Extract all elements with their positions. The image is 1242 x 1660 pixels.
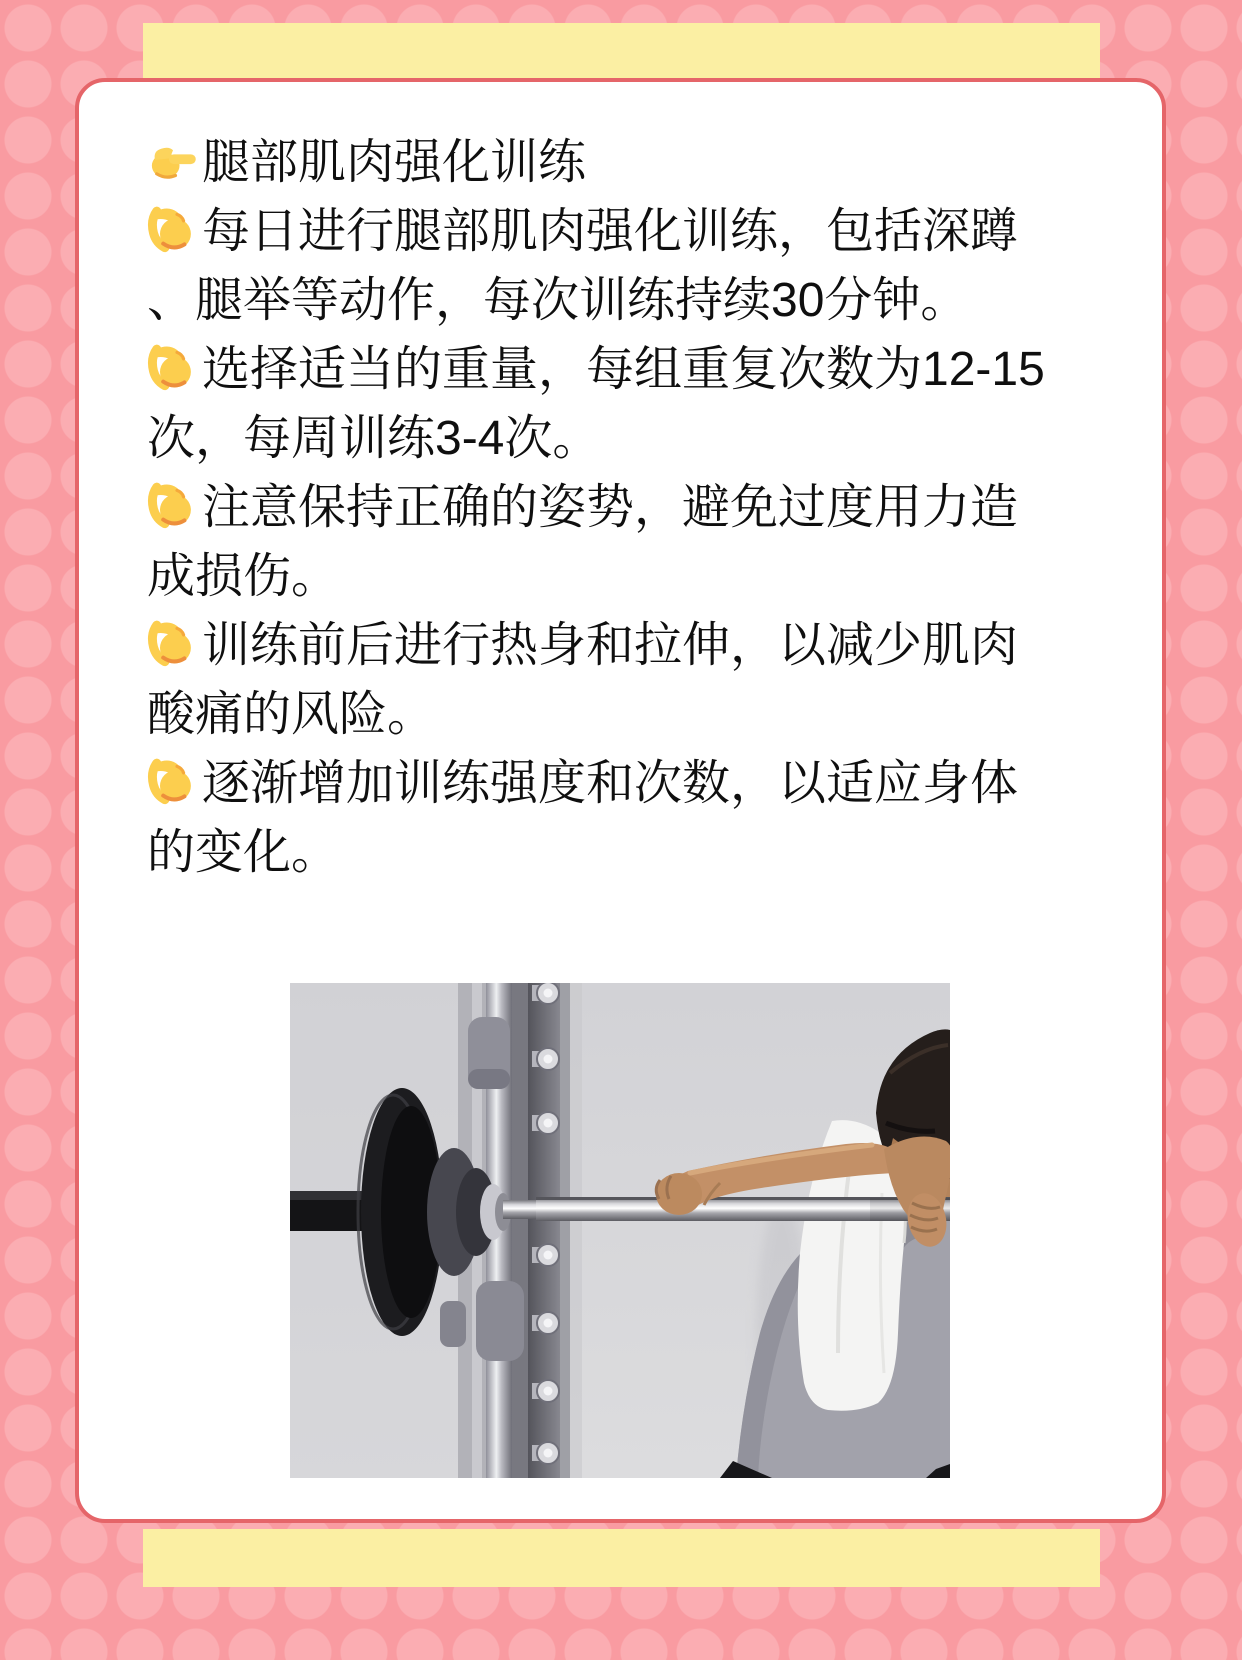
tip-item — [147, 473, 1047, 611]
barbell-bar — [536, 1197, 950, 1221]
tip-text: 逐渐增加训练强度和次数，以适应身体的变化。 — [147, 757, 1019, 879]
tip-item — [147, 611, 1047, 749]
flexed-biceps-icon — [147, 755, 199, 807]
tip-text: 注意保持正确的姿势，避免过度用力造成损伤。 — [147, 481, 1019, 603]
tips-text-block — [147, 128, 1047, 887]
flexed-biceps-icon — [147, 617, 199, 669]
top-accent-bar — [143, 23, 1100, 81]
backhand-index-pointing-right-icon — [147, 134, 199, 186]
tip-text: 每日进行腿部肌肉强化训练，包括深蹲、腿举等动作，每次训练持续30分钟。 — [147, 205, 1019, 327]
content-card — [75, 78, 1166, 1523]
bottom-accent-bar — [143, 1529, 1100, 1587]
tip-item — [147, 749, 1047, 887]
section-heading — [147, 128, 1047, 197]
tip-text: 训练前后进行热身和拉伸，以减少肌肉酸痛的风险。 — [147, 619, 1019, 741]
tip-text: 选择适当的重量，每组重复次数为12-15次，每周训练3-4次。 — [147, 343, 1045, 465]
flexed-biceps-icon — [147, 479, 199, 531]
flexed-biceps-icon — [147, 341, 199, 393]
tip-item — [147, 335, 1047, 473]
tip-item — [147, 197, 1047, 335]
gym-photo — [290, 983, 950, 1478]
flexed-biceps-icon — [147, 203, 199, 255]
section-heading-text: 腿部肌肉强化训练 — [202, 136, 587, 189]
